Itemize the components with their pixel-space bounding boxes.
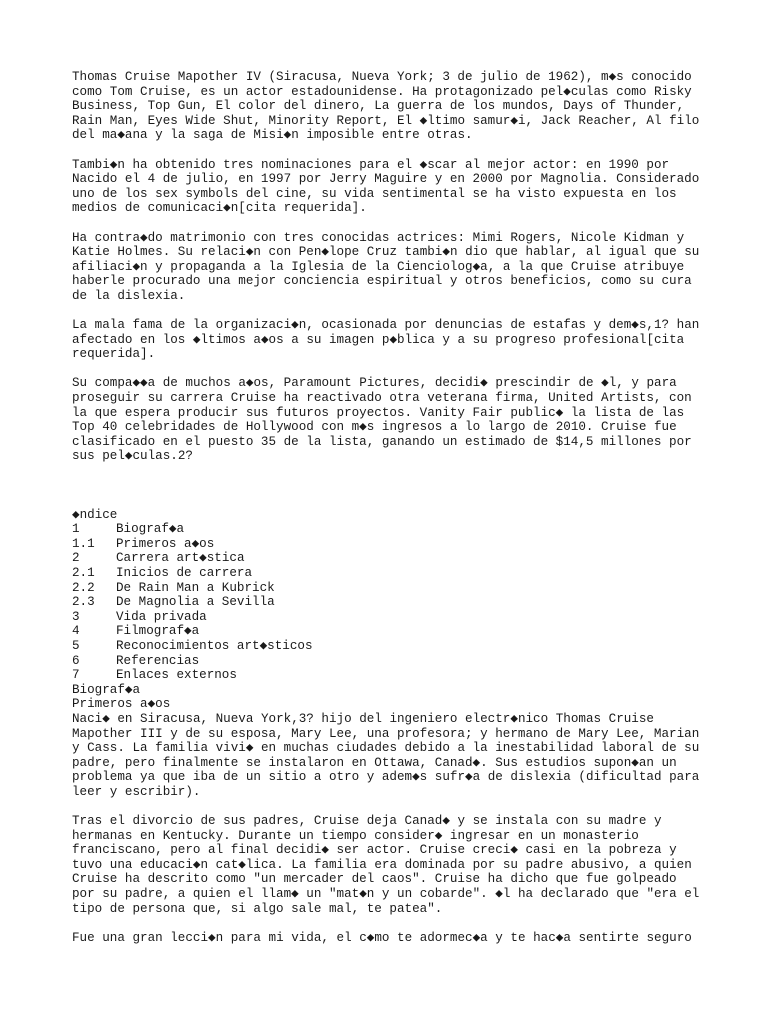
toc-heading: ◆ndice [72, 507, 118, 522]
toc-item-number: 5 [72, 638, 80, 653]
toc-item [72, 522, 702, 537]
toc-item-number: 1.1 [72, 536, 95, 551]
document-page [72, 70, 702, 960]
paragraph-nominations: Tambi◆n ha obtenido tres nominaciones para el ◆scar al mejor actor: en 1990 por Nacido el 4 de julio, en 1997 por Jerry Maguire y en 2000 por Magnolia. Considerado uno de los sex symbols del cine, su vida sentimental se ha visto expuesta en los medios de comunicaci◆n[cita requerida]. [72, 157, 700, 216]
toc-item [72, 551, 702, 566]
table-of-contents [72, 508, 702, 683]
toc-item [72, 595, 702, 610]
toc-item-label: Vida privada [116, 609, 207, 624]
toc-item-number: 6 [72, 653, 80, 668]
toc-item-number: 7 [72, 668, 80, 683]
paragraph-marriages: Ha contra◆do matrimonio con tres conocidas actrices: Mimi Rogers, Nicole Kidman y Katie Holmes. Su relaci◆n con Pen◆lope Cruz tambi◆n dio que hablar, al igual que su afiliaci◆n y propaganda a la Iglesia de la Cienciolog◆a, a la que Cruise atribuye haberle procurado una mejor conciencia espiritual y otros beneficios, como su cura de la dislexia. [72, 230, 700, 303]
toc-item-number: 2.1 [72, 566, 95, 580]
toc-item-label: Referencias [116, 653, 200, 668]
toc-item-number: 2.2 [72, 580, 95, 595]
toc-item-label: Reconocimientos art◆sticos [116, 638, 313, 653]
paragraph-birth: Naci◆ en Siracusa, Nueva York,3? hijo del ingeniero electr◆nico Thomas Cruise Mapother III y de su esposa, Mary Lee, una profesora; y hermano de Mary Lee, Marian y Cass. La familia vivi◆ en muchas ciudades debido a la inestabilidad laboral de su padre, pero finalmente se instalaron en Ottawa, Canad◆. Sus estudios supon◆an un problema ya que iba de un sitio a otro y adem◆s sufr◆a de dislexia (dificultad para leer y escribir). [72, 711, 700, 799]
toc-item-label: Biograf◆a [116, 522, 185, 537]
blank-space [72, 479, 702, 508]
toc-item-label: Carrera art◆stica [116, 551, 245, 566]
toc-item-label: Primeros a◆os [116, 536, 215, 551]
toc-item-label: Filmograf◆a [116, 624, 200, 639]
toc-item-label: Enlaces externos [116, 668, 237, 683]
toc-item [72, 581, 702, 596]
paragraph-career-company: Su compa◆◆a de muchos a◆os, Paramount Pictures, decidi◆ prescindir de ◆l, y para proseguir su carrera Cruise ha reactivado otra veterana firma, United Artists, con la que espera producir sus futuros proyectos. Vanity Fair public◆ la lista de las Top 40 celebridades de Hollywood con m◆s ingresos a lo largo de 2010. Cruise fue clasificado en el puesto 35 de la lista, ganando un estimado de $14,5 millones por sus pel◆culas.2? [72, 376, 692, 464]
toc-item [72, 624, 702, 639]
toc-item [72, 668, 702, 683]
paragraph-intro: Thomas Cruise Mapother IV (Siracusa, Nueva York; 3 de julio de 1962), m◆s conocido como Tom Cruise, es un actor estadounidense. Ha protagonizado pel◆culas como Risky Business, Top Gun, El color del dinero, La guerra de los mundos, Days of Thunder, Rain Man, Eyes Wide Shut, Minority Report, El ◆ltimo samur◆i, Jack Reacher, Al filo del ma◆ana y la saga de Misi◆n imposible entre otras. [72, 70, 700, 143]
toc-item [72, 610, 702, 625]
paragraph-lesson: Fue una gran lecci◆n para mi vida, el c◆mo te adormec◆a y te hac◆a sentirte seguro [72, 930, 692, 945]
toc-item-label: Inicios de carrera [116, 566, 253, 580]
toc-item-number: 4 [72, 624, 80, 639]
toc-item-label: De Magnolia a Sevilla [116, 595, 275, 610]
toc-item [72, 566, 702, 581]
toc-item-number: 2 [72, 551, 80, 566]
paragraph-childhood: Tras el divorcio de sus padres, Cruise deja Canad◆ y se instala con su madre y hermanas en Kentucky. Durante un tiempo consider◆ ingresar en un monasterio franciscano, pero al final decidi◆ ser actor. Cruise creci◆ casi en la pobreza y tuvo una educaci◆n cat◆lica. La familia era dominada por su padre abusivo, a quien Cruise ha descrito como "un mercader del caos". Cruise ha dicho que fue golpeado por su padre, a quien el llam◆ un "mat◆n y un cobarde". ◆l ha declarado que "era el tipo de persona que, si algo sale mal, te patea". [72, 814, 700, 916]
toc-item [72, 654, 702, 669]
toc-item-number: 1 [72, 522, 80, 537]
section-heading: Biograf◆a [72, 682, 141, 697]
toc-item [72, 537, 702, 552]
toc-item-label: De Rain Man a Kubrick [116, 580, 275, 595]
subsection-heading: Primeros a◆os [72, 697, 171, 712]
toc-item-number: 3 [72, 609, 80, 624]
toc-item-number: 2.3 [72, 595, 95, 610]
paragraph-reputation: La mala fama de la organizaci◆n, ocasionada por denuncias de estafas y dem◆s,1? han afectado en los ◆ltimos a◆os a su imagen p◆blica y a su progreso profesional[cita requerida]. [72, 318, 700, 362]
toc-item [72, 639, 702, 654]
